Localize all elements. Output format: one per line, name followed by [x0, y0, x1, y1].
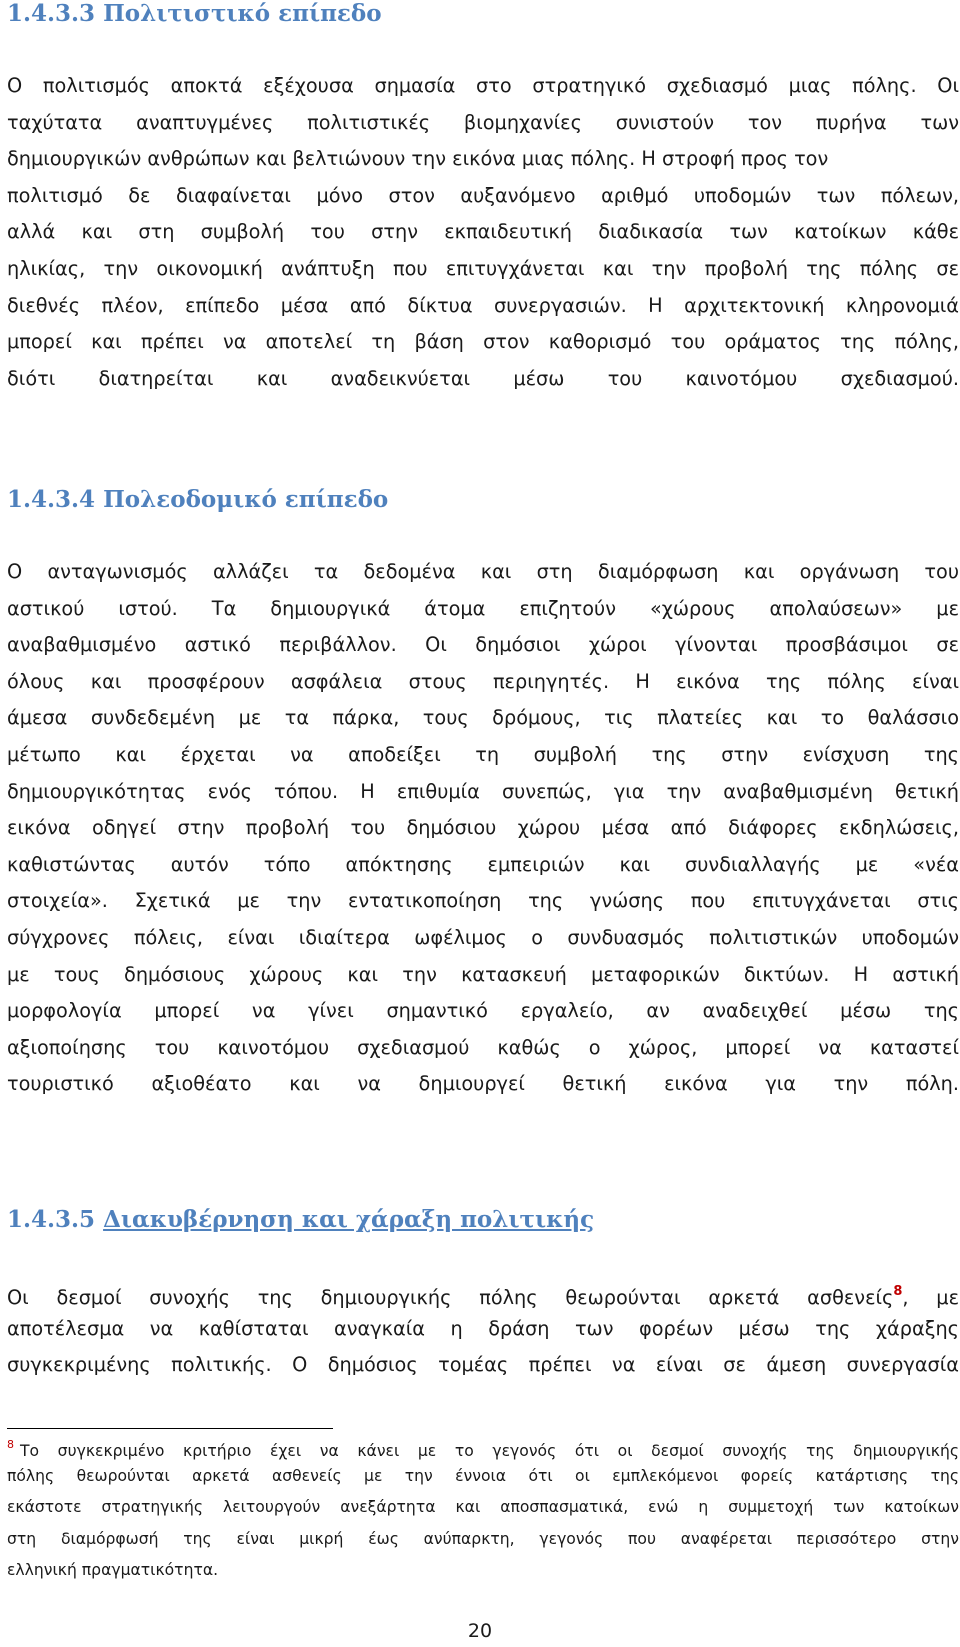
- text-line: διότι διατηρείται και αναδεικνύεται μέσω του καινοτόμου σχεδιασμού.: [7, 366, 959, 390]
- line-text: Οι δεσμοί συνοχής της δημιουργικής πόλης θεωρούνται αρκετά ασθενείς: [7, 1286, 894, 1309]
- text-line: μέτωπο και έρχεται να αποδείξει τη συμβολή της στην ενίσχυση της: [7, 742, 959, 766]
- text-line: ηλικίας, την οικονομική ανάπτυξη που επιτυγχάνεται και την προβολή της πόλης σε: [7, 256, 959, 280]
- footnote-text: Το συγκεκριμένο κριτήριο έχει να κάνει με το γεγονός ότι οι δεσμοί συνοχής της δημιουργικής: [20, 1442, 959, 1460]
- section-title: Διακυβέρνηση και χάραξη πολιτικής: [103, 1206, 595, 1233]
- text-line: μπορεί και πρέπει να αποτελεί τη βάση στον καθορισμό του οράματος της πόλης,: [7, 330, 959, 354]
- text-line: αλλά και στη συμβολή του στην εκπαιδευτική διαδικασία των κατοίκων κάθε: [7, 220, 959, 244]
- section-title: Πολιτιστικό επίπεδο: [103, 0, 382, 27]
- text-line: αποτέλεσμα να καθίσταται αναγκαία η δράση των φορέων μέσω της χάραξης: [7, 1316, 959, 1340]
- section-number: 1.4.3.5: [7, 1206, 96, 1233]
- text-line: Ο ανταγωνισμός αλλάζει τα δεδομένα και στη διαμόρφωση και οργάνωση του: [7, 560, 959, 583]
- text-line: όλους και προσφέρουν ασφάλεια στους περιηγητές. Η εικόνα της πόλης είναι: [7, 669, 959, 693]
- footnote: [7, 1429, 959, 1587]
- text-line: διεθνές πλέον, επίπεδο μέσα από δίκτυα συνεργασιών. Η αρχιτεκτονική κληρονομιά: [7, 293, 959, 317]
- text-line: αναβαθμισμένο αστικό περιβάλλον. Οι δημόσιοι χώροι γίνονται προσβάσιμοι σε: [7, 633, 959, 657]
- text-line: ταχύτατα αναπτυγμένες πολιτιστικές βιομηχανίες συνιστούν τον πυρήνα των: [7, 110, 959, 134]
- page-number: 20: [467, 1620, 493, 1642]
- section-heading-urban-planning: [7, 486, 388, 513]
- text-line: αστικού ιστού. Τα δημιουργικά άτομα επιζητούν «χώρους απολαύσεων» με: [7, 596, 959, 620]
- footnote-line: ελληνική πραγματικότητα.: [7, 1561, 219, 1579]
- text-line: [7, 1274, 959, 1311]
- text-line: καθιστώντας αυτόν τόπο απόκτησης εμπειριών και συνδιαλλαγής με «νέα: [7, 852, 959, 876]
- text-line: συγκεκριμένης πολιτικής. Ο δημόσιος τομέας πρέπει να είναι σε άμεση συνεργασία: [7, 1353, 959, 1377]
- paragraph-governance: [7, 1274, 959, 1384]
- paragraph-urban-planning: [7, 554, 959, 1103]
- footnote-line: [7, 1429, 959, 1461]
- footnote-mark: 8: [7, 1438, 14, 1451]
- section-heading-cultural: [7, 0, 382, 27]
- text-line: στοιχεία». Σχετικά με την εντατικοποίηση της γνώσης που επιτυγχάνεται στις: [7, 889, 959, 913]
- text-line: μορφολογία μπορεί να γίνει σημαντικό εργαλείο, αν αναδειχθεί μέσω της: [7, 999, 959, 1023]
- text-line: δημιουργικότητας ενός τόπου. Η επιθυμία συνεπώς, για την αναβαθμισμένη θετική: [7, 779, 959, 803]
- text-line: αξιοποίησης του καινοτόμου σχεδιασμού καθώς ο χώρος, μπορεί να καταστεί: [7, 1035, 959, 1059]
- paragraph-cultural: [7, 68, 959, 397]
- text-line: σύγχρονες πόλεις, είναι ιδιαίτερα ωφέλιμος ο συνδυασμός πολιτιστικών υποδομών: [7, 925, 959, 949]
- text-line: Ο πολιτισμός αποκτά εξέχουσα σημασία στο στρατηγικό σχεδιασμό μιας πόλης. Οι: [7, 74, 959, 97]
- text-line: πολιτισμό δε διαφαίνεται μόνο στον αυξανόμενο αριθμό υποδομών των πόλεων,: [7, 183, 959, 207]
- line-text-tail: , με: [902, 1286, 959, 1309]
- footnote-reference[interactable]: 8: [893, 1284, 903, 1299]
- footnote-line: εκάστοτε στρατηγικής λειτουργούν ανεξάρτητα και αποσπασματικά, ενώ η συμμετοχή των κατοίκων: [7, 1498, 959, 1516]
- section-title: Πολεοδομικό επίπεδο: [103, 486, 389, 513]
- footnote-line: πόλης θεωρούνται αρκετά ασθενείς με την έννοια ότι οι εμπλεκόμενοι φορείς κατάρτισης της: [7, 1466, 959, 1485]
- section-heading-governance: [7, 1206, 594, 1233]
- text-line: άμεσα συνδεδεμένη με τα πάρκα, τους δρόμους, τις πλατείες και το θαλάσσιο: [7, 706, 959, 730]
- text-line: εικόνα οδηγεί στην προβολή του δημόσιου χώρου μέσα από διάφορες εκδηλώσεις,: [7, 816, 959, 840]
- section-number: 1.4.3.4: [7, 486, 96, 513]
- text-line: τουριστικό αξιοθέατο και να δημιουργεί θετική εικόνα για την πόλη.: [7, 1072, 959, 1096]
- text-line: δημιουργικών ανθρώπων και βελτιώνουν την εικόνα μιας πόλης. Η στροφή προς τον: [7, 147, 829, 171]
- text-line: με τους δημόσιους χώρους και την κατασκευή μεταφορικών δικτύων. Η αστική: [7, 962, 959, 986]
- section-number: 1.4.3.3: [7, 0, 96, 27]
- footnote-line: στη διαμόρφωσή της είναι μικρή έως ανύπαρκτη, γεγονός που αναφέρεται περισσότερο στην: [7, 1529, 959, 1548]
